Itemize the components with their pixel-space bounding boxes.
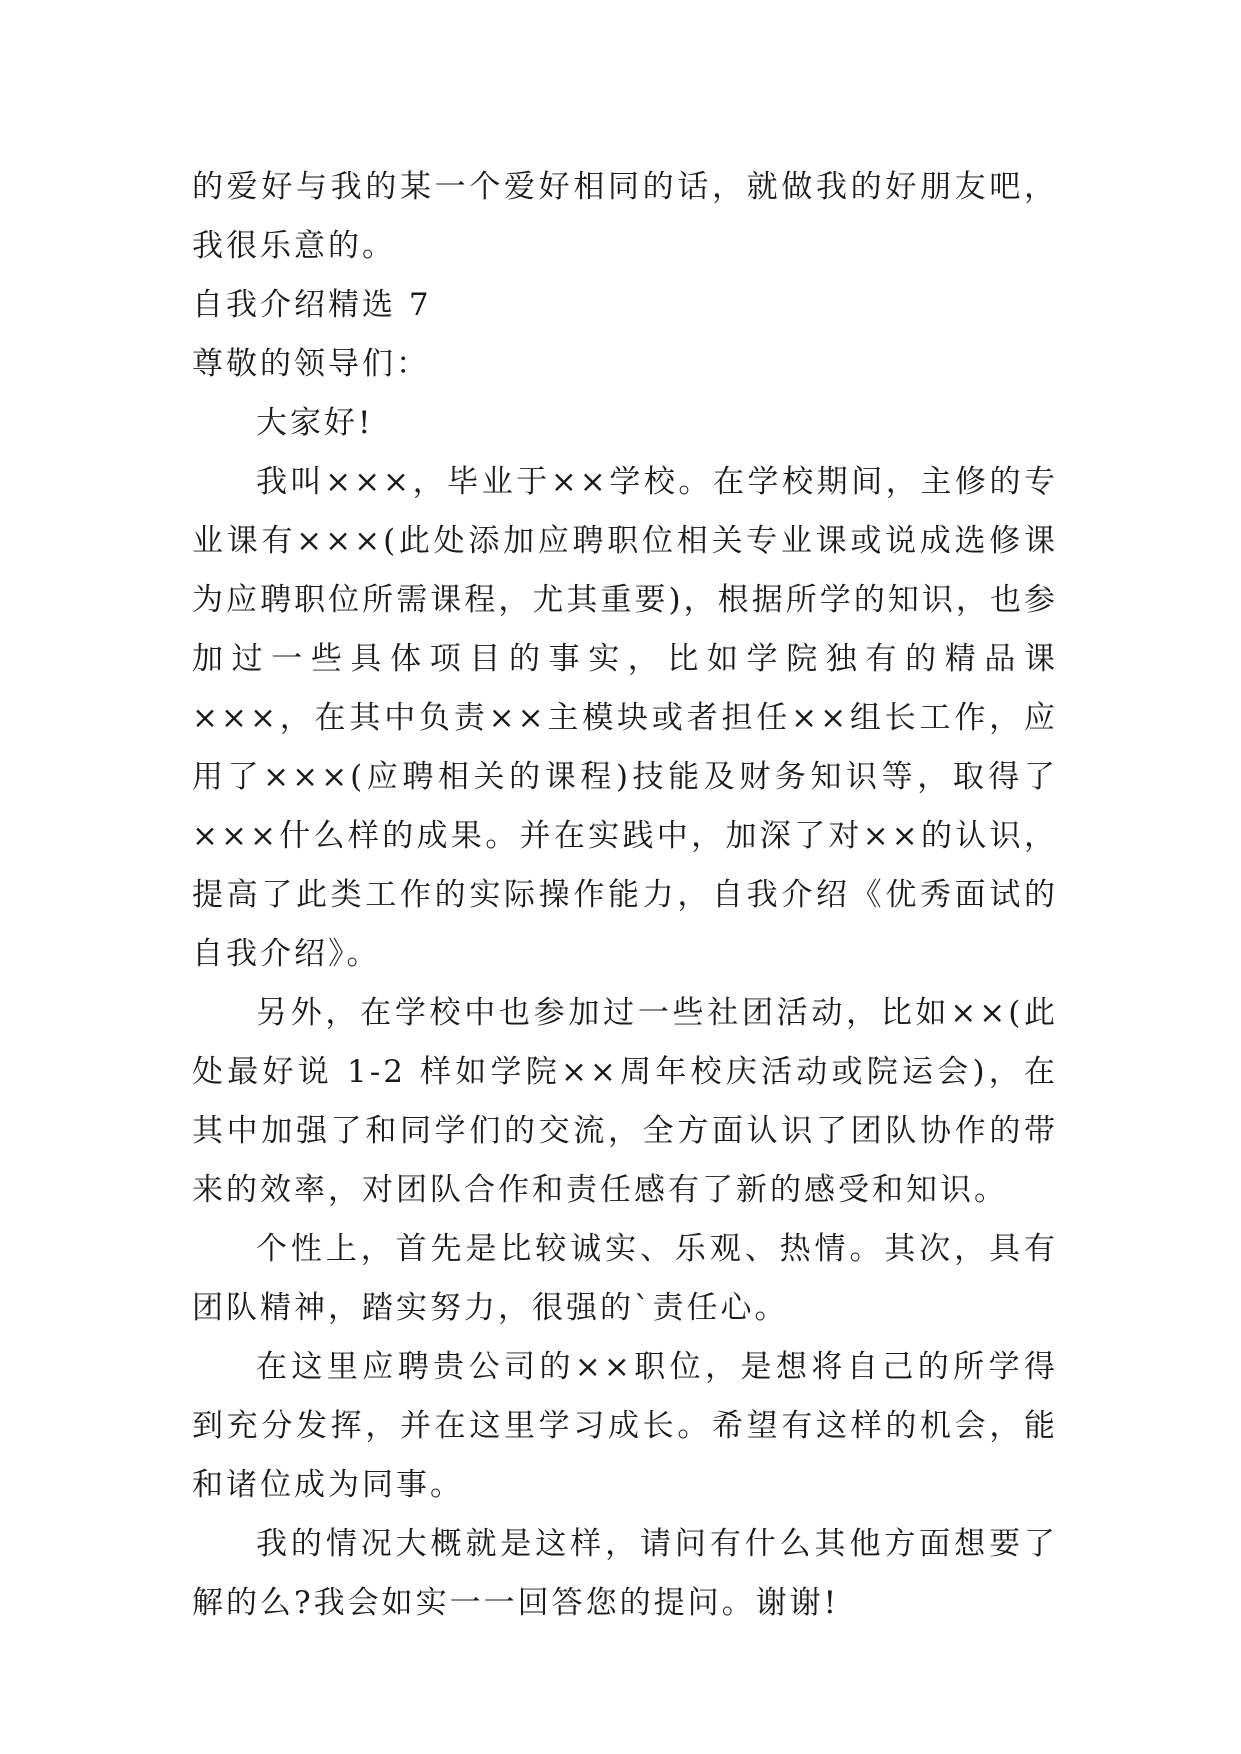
continuation-paragraph: 的爱好与我的某一个爱好相同的话，就做我的好朋友吧，我很乐意的。 [192, 169, 1058, 264]
body-paragraph-personality: 个性上，首先是比较诚实、乐观、热情。其次，具有团队精神，踏实努力，很强的`责任心。 [192, 1231, 1058, 1326]
greeting: 大家好! [256, 405, 374, 441]
body-paragraph-education: 我叫×××，毕业于××学校。在学校期间，主修的专业课有×××(此处添加应聘职位相关专业课或说成选修课为应聘职位所需课程，尤其重要)，根据所学的知识，也参加过一些具体项目的事实，比如学院独有的精品课×××，在其中负责××主模块或者担任××组长工作，应用了×××(应聘相关的课程)技能及财务知识等，取得了×××什么样的成果。并在实践中，加深了对××的认识，提高了此类工作的实际操作能力，自我介绍《优秀面试的自我介绍》。 [192, 464, 1058, 972]
body-paragraph-activities: 另外，在学校中也参加过一些社团活动，比如××(此处最好说 1-2 样如学院××周年校庆活动或院运会)，在其中加强了和同学们的交流，全方面认识了团队协作的带来的效率，对团队合作和责任感有了新的感受和知识。 [192, 995, 1058, 1208]
salutation: 尊敬的领导们： [192, 346, 430, 382]
body-paragraph-closing: 我的情况大概就是这样，请问有什么其他方面想要了解的么?我会如实一一回答您的提问。谢谢! [192, 1526, 1058, 1621]
section-title: 自我介绍精选 7 [192, 287, 432, 323]
body-paragraph-motivation: 在这里应聘贵公司的××职位，是想将自己的所学得到充分发挥，并在这里学习成长。希望有这样的机会，能和诸位成为同事。 [192, 1349, 1058, 1503]
document-body [192, 158, 1058, 1633]
